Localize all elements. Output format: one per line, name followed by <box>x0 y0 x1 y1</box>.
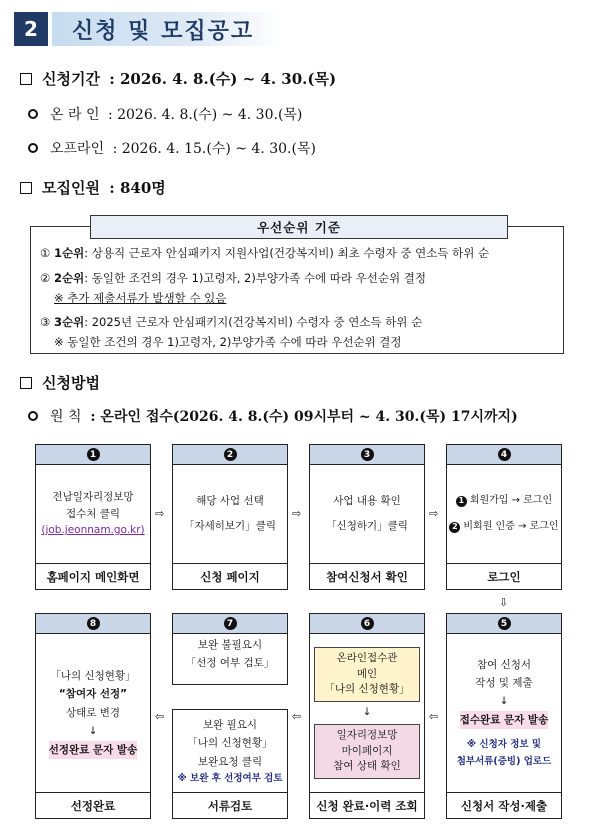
step-line: 선정완료 문자 발송 <box>49 741 137 759</box>
square-bullet-icon <box>20 377 32 389</box>
offline-value: : 2026. 4. 15.(수) ~ 4. 30.(목) <box>112 141 316 157</box>
step-box-6 <box>309 613 425 819</box>
step-line: 메인 <box>356 667 378 680</box>
step-line: 참여 신청서 <box>476 658 532 671</box>
step-line: 보완 불필요시 <box>197 639 263 651</box>
step-body <box>36 465 150 563</box>
step-body <box>173 465 287 563</box>
step-line: 「나의 신청현황」 <box>324 683 410 696</box>
step-line: 「신청하기」클릭 <box>326 520 408 532</box>
step-line: 「자세히보기」클릭 <box>183 520 276 532</box>
step-line: ※ 신청자 정보 및 <box>466 739 542 751</box>
step-footer: 신청 페이지 <box>173 563 287 589</box>
circle-bullet-icon <box>28 411 38 421</box>
step-footer: 홈페이지 메인화면 <box>36 563 150 589</box>
mypage-box <box>314 724 420 779</box>
step-line: 「선정 여부 검토」 <box>185 657 275 670</box>
circle-bullet-icon <box>28 143 38 153</box>
principle-label: 원 칙 <box>50 409 82 425</box>
step-line: 온라인접수관 <box>336 651 398 664</box>
step-line: ※ 보완 후 선정여부 검토 <box>177 773 283 785</box>
step-line: 상태로 변경 <box>65 706 121 719</box>
recruit-row <box>20 177 166 198</box>
step-header <box>310 445 424 465</box>
circle-bullet-icon <box>28 109 38 119</box>
priority-item-1 <box>40 245 489 261</box>
step-header <box>36 445 150 465</box>
marker-2: ② <box>40 271 51 285</box>
step-box-4 <box>446 444 562 590</box>
recruit-value: : 840명 <box>109 179 166 197</box>
priority-note-1 <box>54 290 226 306</box>
marker-3: ③ <box>40 315 51 329</box>
step-box-8 <box>35 613 151 819</box>
section-number: 2 <box>14 12 48 46</box>
step-line: 접수완료 문자 발송 <box>460 711 548 729</box>
step-footer: 참여신청서 확인 <box>310 563 424 589</box>
step-box-1 <box>35 444 151 590</box>
step-header <box>173 445 287 465</box>
arrow-down-icon: ⇩ <box>499 596 509 609</box>
step-line: 「나의 신청현황」 <box>50 670 136 683</box>
rank-1-text: : 상용직 근로자 안심패키지 지원사업(건강복지비) 최초 수령자 중 연소득 하위 순 <box>84 246 490 260</box>
note-1: ※ 추가 제출서류가 발생할 수 있음 <box>54 291 227 305</box>
down-arrow-icon: ↓ <box>499 695 509 708</box>
step-footer: 선정완료 <box>36 792 150 818</box>
step-line: 보완 필요시 <box>202 719 258 731</box>
offline-row <box>28 138 316 158</box>
period-label: 신청기간 <box>42 70 100 88</box>
principle-value: : 온라인 접수(2026. 4. 8.(수) 09시부터 ~ 4. 30.(목) 17시까지) <box>90 409 518 425</box>
recruit-label: 모집인원 <box>42 179 100 197</box>
step-line: 해당 사업 선택 <box>196 494 264 507</box>
online-label: 온 라 인 <box>50 107 100 123</box>
method-row <box>20 372 100 393</box>
step-body <box>36 634 150 792</box>
step-number: 2 <box>224 448 237 461</box>
priority-title: 우선순위 기준 <box>90 215 508 239</box>
step-header <box>447 614 561 634</box>
marker-1: ① <box>40 246 51 260</box>
down-arrow-icon: ↓ <box>88 725 98 738</box>
step-box-3 <box>309 444 425 590</box>
arrow-left-icon: ⇦ <box>292 710 302 723</box>
rank-3-text: : 2025년 근로자 안심패키지(건강복지비) 수령자 중 연소득 하위 순 <box>84 315 423 329</box>
online-row <box>28 104 302 124</box>
step-box-7-lower <box>172 709 288 819</box>
step-header <box>447 445 561 465</box>
step-header <box>36 614 150 634</box>
down-arrow-icon: ↓ <box>362 706 372 719</box>
step-line: 참여 상태 확인 <box>333 760 401 773</box>
step-line-text: 비회원 인증 → 로그인 <box>463 521 559 532</box>
site-link[interactable]: (job.jeonnam.go.kr) <box>41 524 145 537</box>
step-footer: 신청서 작성·제출 <box>447 792 561 818</box>
step-footer: 로그인 <box>447 563 561 589</box>
priority-item-3 <box>40 314 422 330</box>
rank-1: 1순위 <box>53 246 85 260</box>
step-line: 작성 및 제출 <box>475 677 533 689</box>
step-header <box>173 614 287 634</box>
number-2-icon: 2 <box>449 522 460 533</box>
step-line: 사업 내용 확인 <box>333 494 401 507</box>
period-row <box>20 68 336 89</box>
priority-note-2 <box>54 334 402 350</box>
square-bullet-icon <box>20 73 32 85</box>
step-box-5 <box>446 613 562 819</box>
offline-label: 오프라인 <box>50 141 105 157</box>
principle-row <box>28 406 518 426</box>
step-number: 8 <box>87 617 100 630</box>
step-box-2 <box>172 444 288 590</box>
note-2: ※ 동일한 조건의 경우 1)고령자, 2)부양가족 수에 따라 우선순위 결정 <box>54 335 402 349</box>
step-line: 마이페이지 <box>341 744 393 757</box>
step-number: 1 <box>87 448 100 461</box>
step-body <box>310 465 424 563</box>
step-line <box>449 514 558 540</box>
step-number: 4 <box>498 448 511 461</box>
arrow-left-icon: ⇦ <box>429 710 439 723</box>
step-number: 3 <box>361 448 374 461</box>
step-body-bottom <box>173 716 287 788</box>
step-header <box>310 614 424 634</box>
number-1-icon: 1 <box>456 496 467 507</box>
rank-2: 2순위 <box>53 271 85 285</box>
step-body <box>310 634 424 792</box>
step-body <box>447 634 561 792</box>
step-line <box>456 488 552 514</box>
online-center-box <box>314 647 420 702</box>
period-value: : 2026. 4. 8.(수) ~ 4. 30.(목) <box>109 70 337 88</box>
step-footer: 신청 완료·이력 조회 <box>310 792 424 818</box>
rank-2-text: : 동일한 조건의 경우 1)고령자, 2)부양가족 수에 따라 우선순위 결정 <box>84 271 426 285</box>
step-number: 6 <box>361 617 374 630</box>
arrow-right-icon: ⇨ <box>429 507 439 520</box>
step-body-top <box>173 636 287 673</box>
step-line: 접수처 클릭 <box>65 507 121 520</box>
step-number: 7 <box>224 617 237 630</box>
rank-3: 3순위 <box>53 315 85 329</box>
step-line: “참여자 선정” <box>58 688 128 701</box>
step-box-7 <box>172 613 288 685</box>
method-label: 신청방법 <box>42 374 100 392</box>
online-value: : 2026. 4. 8.(수) ~ 4. 30.(목) <box>107 107 303 123</box>
arrow-right-icon: ⇨ <box>155 507 165 520</box>
step-line: 보완요청 클릭 <box>197 755 263 768</box>
step-body <box>447 465 561 563</box>
step-line: 「나의 신청현황」 <box>187 737 273 750</box>
arrow-right-icon: ⇨ <box>292 507 302 520</box>
arrow-left-icon: ⇦ <box>155 710 165 723</box>
step-line-text: 회원가입 → 로그인 <box>469 495 553 506</box>
step-number: 5 <box>498 617 511 630</box>
step-line: 전남일자리정보망 <box>52 490 134 503</box>
square-bullet-icon <box>20 182 32 194</box>
step-footer: 서류검토 <box>173 792 287 818</box>
section-title: 신청 및 모집공고 <box>72 19 255 44</box>
priority-item-2 <box>40 270 426 286</box>
step-line: 첨부서류(증빙) 업로드 <box>456 755 552 767</box>
step-line: 일자리정보망 <box>336 728 398 741</box>
